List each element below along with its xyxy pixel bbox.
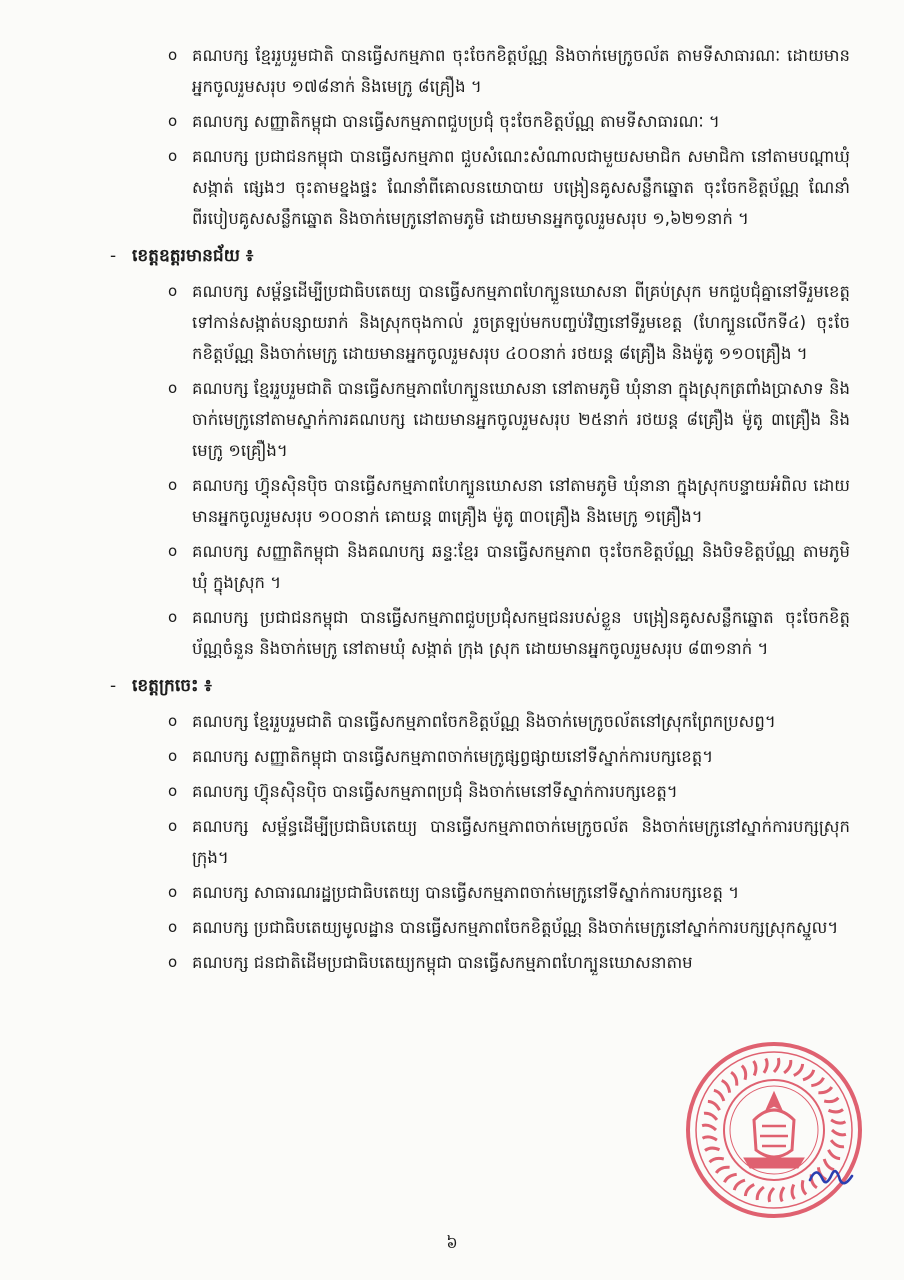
section-heading-kratie bbox=[110, 670, 850, 702]
section-dash: - bbox=[110, 676, 117, 696]
seal-glyph bbox=[784, 1060, 791, 1073]
seal-glyph bbox=[769, 1188, 774, 1202]
bullet-mark: o bbox=[168, 282, 178, 300]
seal-glyph bbox=[708, 1101, 720, 1110]
seal-glyph bbox=[831, 1140, 844, 1147]
seal-glyph bbox=[725, 1174, 737, 1182]
seal-glyph bbox=[742, 1066, 746, 1080]
list-item bbox=[110, 373, 850, 466]
section-dash: - bbox=[110, 246, 117, 266]
section-heading-oddar-meanchey bbox=[110, 240, 850, 272]
seal-glyph bbox=[792, 1185, 794, 1200]
seal-glyph bbox=[745, 1185, 754, 1197]
seal-glyph bbox=[824, 1098, 838, 1102]
list-item bbox=[110, 602, 850, 664]
bullet-mark: o bbox=[168, 918, 178, 936]
seal-glyph bbox=[705, 1148, 720, 1150]
list-item-text: គណបក្ស សម្ព័ន្ធដើម្បីប្រជាធិបតេយ្យ បានធ្វើសកម្មភាពចាក់មេក្រូចល័ត និងចាក់មេក្រូនៅស្នាក់ការបក្សស្រុក ក្រុង។ bbox=[192, 817, 850, 867]
list-item bbox=[110, 106, 850, 137]
list-item-text: គណបក្ស សម្ព័ន្ធដើម្បីប្រជាធិបតេយ្យ បានធ្វើសកម្មភាពហែក្បួនឃោសនា ពីគ្រប់ស្រុក មកជួបជុំគ្នានៅទីរួមខេត្ត ទៅកាន់សង្កាត់បន្សាយរាក់ និងស្រុកចុងកាល់ រួចត្រឡប់មកបញ្ចប់វិញនៅទីរួមខេត្ត (ហែក្បួនលើកទី៤) ចុះចែកខិត្តប័ណ្ណ និងចាក់មេក្រូ ដោយមានអ្នកចូលរួមសរុប ៤០០នាក់ រថយន្ត ៨គ្រឿង និងម៉ូតូ ១១០គ្រឿង ។ bbox=[192, 282, 850, 363]
seal-glyph bbox=[818, 1087, 831, 1093]
bullet-mark: o bbox=[168, 476, 178, 494]
seal-glyph bbox=[803, 1070, 814, 1080]
list-item bbox=[110, 877, 850, 908]
seal-glyph bbox=[774, 1058, 779, 1072]
section-heading-text: ខេត្តក្រចេះ ៖ bbox=[132, 676, 212, 696]
seal-glyph bbox=[794, 1064, 803, 1076]
section-heading-text: ខេត្តឧត្តរមានជ័យ ៖ bbox=[132, 246, 254, 266]
seal-glyph bbox=[754, 1061, 756, 1076]
list-item-text: គណបក្ស ហ៊្វុនស៊ិនប៉ិច បានធ្វើសកម្មភាពហែក្បួនឃោសនា នៅតាមភូមិ ឃុំនានា ក្នុងស្រុកបន្ទាយអំពិល ដោយមានអ្នកចូលរួមសរុប ១០០នាក់ គោយន្ត ៣គ្រឿង ម៉ូតូ ៣០គ្រឿង និងមេក្រូ ១គ្រឿង។ bbox=[192, 476, 850, 526]
bullet-mark: o bbox=[168, 542, 178, 560]
bullet-mark: o bbox=[168, 883, 178, 901]
seal-glyph bbox=[832, 1130, 846, 1135]
bullet-mark: o bbox=[168, 747, 178, 765]
bullet-mark: o bbox=[168, 46, 178, 64]
list-item bbox=[110, 536, 850, 598]
bullet-mark: o bbox=[168, 608, 178, 626]
seal-glyph bbox=[829, 1150, 841, 1159]
list-item-text: គណបក្ស សញ្ញាតិកម្ពុជា បានធ្វើសកម្មភាពចាក់មេក្រូផ្សព្វផ្សាយនៅទីស្នាក់ការបក្សខេត្ត។ bbox=[192, 747, 714, 766]
bullet-mark: o bbox=[168, 817, 178, 835]
seal-glyph bbox=[704, 1113, 717, 1120]
list-item-text: គណបក្ស ប្រជាជនកម្ពុជា បានធ្វើសកម្មភាព ជួបសំណេះសំណាលជាមួយសមាជិក សមាជិកា នៅតាមបណ្តាឃុំ សង្កាត់ ផ្សេងៗ ចុះតាមខ្នងផ្ទះ ណែនាំពីគោលនយោបាយ បង្រៀនគូសសន្លឹកឆ្នោត ចុះចែកខិត្តប័ណ្ណ ណែនាំពីរបៀបគូសសន្លឹកឆ្នោត និងចាក់មេក្រូនៅតាមភូមិ ដោយមានអ្នកចូលរួមសរុប ១,៦២១នាក់ ។ bbox=[192, 147, 850, 228]
seal-glyph bbox=[764, 1059, 767, 1073]
list-item-text: គណបក្ស ហ៊្វុនស៊ិនប៉ិច បានធ្វើសកម្មភាពប្រជុំ និងចាក់មេនៅទីស្នាក់ការបក្សខេត្ត។ bbox=[192, 782, 678, 801]
bullet-mark: o bbox=[168, 712, 178, 730]
seal-glyph bbox=[714, 1090, 724, 1101]
seal-glyph bbox=[781, 1187, 784, 1201]
bullet-mark: o bbox=[168, 953, 178, 971]
list-item bbox=[110, 776, 850, 807]
seal-glyph bbox=[716, 1167, 729, 1173]
seal-glyph bbox=[829, 1110, 844, 1112]
seal-glyph bbox=[710, 1158, 724, 1162]
list-item bbox=[110, 811, 850, 873]
signature-icon bbox=[806, 1162, 856, 1192]
list-item bbox=[110, 141, 850, 234]
seal-glyph bbox=[702, 1125, 716, 1130]
seal-glyph bbox=[811, 1078, 823, 1086]
list-item bbox=[110, 706, 850, 737]
list-item bbox=[110, 470, 850, 532]
list-item-text: គណបក្ស ប្រជាជនកម្ពុជា បានធ្វើសកម្មភាពជួបប្រជុំសកម្មជនរបស់ខ្លួន បង្រៀនគូសសន្លឹកឆ្នោត ចុះចែកខិត្តប័ណ្ណចំនួន និងចាក់មេក្រូ នៅតាមឃុំ សង្កាត់ ក្រុង ស្រុក ដោយមានអ្នកចូលរួមសរុប ៨៣១នាក់ ។ bbox=[192, 608, 850, 658]
seal-glyph bbox=[703, 1137, 717, 1140]
bullet-mark: o bbox=[168, 379, 178, 397]
bullet-mark: o bbox=[168, 112, 178, 130]
list-item-text: គណបក្ស ខ្មែររួបរួមជាតិ បានធ្វើសកម្មភាពហែក្បួនឃោសនា នៅតាមភូមិ ឃុំនានា ក្នុងស្រុកត្រពាំងប្រាសាទ និងចាក់មេក្រូនៅតាមស្នាក់ការគណបក្ស ដោយមានអ្នកចូលរួមសរុប ២៥នាក់ រថយន្ត ៨គ្រឿង ម៉ូតូ ៣គ្រឿង និងមេក្រូ ១គ្រឿង។ bbox=[192, 379, 850, 460]
list-item-text: គណបក្ស សញ្ញាតិកម្ពុជា បានធ្វើសកម្មភាពជួបប្រជុំ ចុះចែកខិត្តប័ណ្ណ តាមទីសាធារណៈ ។ bbox=[192, 112, 720, 131]
list-item bbox=[110, 741, 850, 772]
bullet-mark: o bbox=[168, 782, 178, 800]
list-item-text: គណបក្ស ខ្មែររួបរួមជាតិ បានធ្វើសកម្មភាព ចុះចែកខិត្តប័ណ្ណ និងចាក់មេក្រូចល័ត តាមទីសាធារណៈ ដោយមានអ្នកចូលរួមសរុប ១៧៨នាក់ និងមេក្រូ ៨គ្រឿង ។ bbox=[192, 46, 850, 96]
seal-glyph bbox=[734, 1180, 745, 1190]
bullet-mark: o bbox=[168, 147, 178, 165]
seal-glyph bbox=[731, 1072, 737, 1085]
list-item bbox=[110, 947, 850, 978]
list-item bbox=[110, 40, 850, 102]
seal-glyph bbox=[757, 1187, 764, 1200]
seal-emblem bbox=[744, 1092, 804, 1168]
list-item bbox=[110, 912, 850, 943]
page-number: ៦ bbox=[446, 1233, 458, 1252]
list-item bbox=[110, 276, 850, 369]
seal-glyph bbox=[722, 1081, 730, 1093]
list-item-text: គណបក្ស ជនជាតិដើមប្រជាធិបតេយ្យកម្ពុជា បានធ្វើសកម្មភាពហែក្បួនឃោសនាតាម bbox=[192, 953, 693, 972]
seal-glyph bbox=[831, 1120, 845, 1123]
list-item-text: គណបក្ស សញ្ញាតិកម្ពុជា និងគណបក្ស ឆន្ទៈខ្មែរ បានធ្វើសកម្មភាព ចុះចែកខិត្តប័ណ្ណ និងបិទខិត្តប័ណ្ណ តាមភូមិ ឃុំ ក្នុងស្រុក ។ bbox=[192, 542, 850, 592]
list-item-text: គណបក្ស ប្រជាធិបតេយ្យមូលដ្ឋាន បានធ្វើសកម្មភាពចែកខិត្តប័ណ្ណ និងចាក់មេក្រូនៅស្នាក់ការបក្សស្រុកស្នួល។ bbox=[192, 918, 839, 937]
official-seal-icon bbox=[684, 1040, 864, 1220]
document-body bbox=[110, 40, 850, 982]
list-item-text: គណបក្ស ខ្មែររួបរួមជាតិ បានធ្វើសកម្មភាពចែកខិត្តប័ណ្ណ និងចាក់មេក្រូចល័តនៅស្រុកព្រែកប្រសព្វ។ bbox=[192, 712, 776, 731]
list-item-text: គណបក្ស សាធារណរដ្ឋប្រជាធិបតេយ្យ បានធ្វើសកម្មភាពចាក់មេក្រូនៅទីស្នាក់ការបក្សខេត្ត ។ bbox=[192, 883, 740, 902]
